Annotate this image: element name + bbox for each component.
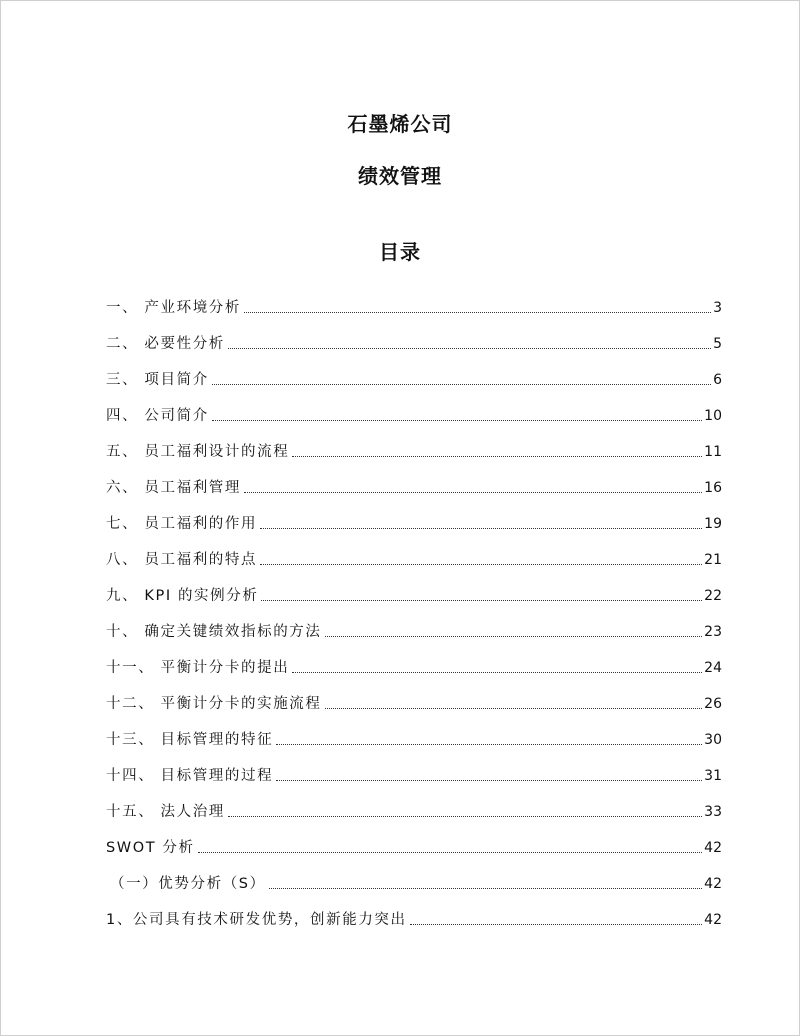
- toc-entry-label: 八、 员工福利的特点: [106, 552, 258, 568]
- toc-entry[interactable]: [106, 640, 722, 676]
- toc-entry-label: 三、 项目简介: [106, 372, 209, 388]
- toc-entry-label: 十一、 平衡计分卡的提出: [106, 660, 290, 676]
- toc-entry-page: 22: [704, 588, 722, 604]
- dot-leader: [228, 348, 711, 349]
- toc-entry-page: 30: [704, 732, 722, 748]
- dot-leader: [261, 600, 702, 601]
- toc-entry[interactable]: [106, 496, 722, 532]
- dot-leader: [276, 744, 702, 745]
- toc-entry[interactable]: [106, 460, 722, 496]
- toc-entry-label: 十三、 目标管理的特征: [106, 732, 274, 748]
- toc-entry[interactable]: [106, 316, 722, 352]
- toc-heading: 目录: [379, 240, 421, 264]
- toc-entry[interactable]: [106, 568, 722, 604]
- toc-entry-page: 26: [704, 696, 722, 712]
- toc-entry-label: SWOT 分析: [106, 840, 195, 856]
- toc-entry-label: （一）优势分析（S）: [110, 876, 266, 892]
- toc-entry-label: 1、公司具有技术研发优势，创新能力突出: [106, 912, 407, 928]
- toc-entry-label: 十二、 平衡计分卡的实施流程: [106, 696, 322, 712]
- toc-entry-label: 五、 员工福利设计的流程: [106, 444, 290, 460]
- dot-leader: [325, 636, 703, 637]
- toc-entry-label: 十五、 法人治理: [106, 804, 225, 820]
- toc-entry-label: 九、 KPI 的实例分析: [106, 588, 259, 604]
- toc-entry[interactable]: [106, 784, 722, 820]
- dot-leader: [260, 528, 702, 529]
- toc-entry-label: 四、 公司简介: [106, 408, 209, 424]
- toc-entry-page: 5: [713, 336, 722, 352]
- toc-entry-page: 23: [704, 624, 722, 640]
- toc-entry-page: 6: [713, 372, 722, 388]
- document-title: 绩效管理: [358, 164, 442, 188]
- toc-entry-page: 42: [704, 840, 722, 856]
- toc-entry-page: 3: [713, 300, 722, 316]
- toc-entry-page: 31: [704, 768, 722, 784]
- toc-entry[interactable]: [106, 604, 722, 640]
- toc-entry-label: 十、 确定关键绩效指标的方法: [106, 624, 322, 640]
- dot-leader: [198, 852, 703, 853]
- dot-leader: [292, 456, 702, 457]
- table-of-contents: [106, 280, 722, 928]
- dot-leader: [276, 780, 702, 781]
- toc-entry-page: 33: [704, 804, 722, 820]
- toc-entry-label: 十四、 目标管理的过程: [106, 768, 274, 784]
- dot-leader: [212, 384, 711, 385]
- dot-leader: [244, 312, 711, 313]
- dot-leader: [292, 672, 702, 673]
- company-title: 石墨烯公司: [347, 112, 453, 136]
- dot-leader: [325, 708, 703, 709]
- toc-entry[interactable]: [106, 352, 722, 388]
- toc-entry-page: 19: [704, 516, 722, 532]
- toc-entry-page: 42: [704, 912, 722, 928]
- dot-leader: [212, 420, 702, 421]
- toc-entry[interactable]: [106, 676, 722, 712]
- toc-entry[interactable]: [106, 532, 722, 568]
- toc-entry[interactable]: [106, 712, 722, 748]
- toc-entry-page: 24: [704, 660, 722, 676]
- toc-entry[interactable]: [106, 820, 722, 856]
- toc-entry-label: 六、 员工福利管理: [106, 480, 242, 496]
- toc-entry[interactable]: [106, 892, 722, 928]
- dot-leader: [228, 816, 702, 817]
- toc-entry-page: 16: [704, 480, 722, 496]
- toc-entry[interactable]: [106, 856, 722, 892]
- toc-entry-page: 11: [704, 444, 722, 460]
- toc-entry[interactable]: [106, 424, 722, 460]
- toc-entry[interactable]: [106, 388, 722, 424]
- dot-leader: [244, 492, 702, 493]
- dot-leader: [410, 924, 703, 925]
- toc-entry-label: 二、 必要性分析: [106, 336, 225, 352]
- toc-entry-page: 42: [704, 876, 722, 892]
- toc-entry-label: 一、 产业环境分析: [106, 300, 242, 316]
- toc-entry-page: 10: [704, 408, 722, 424]
- toc-entry[interactable]: [106, 748, 722, 784]
- toc-entry-label: 七、 员工福利的作用: [106, 516, 258, 532]
- toc-entry-page: 21: [704, 552, 722, 568]
- toc-entry[interactable]: [106, 280, 722, 316]
- dot-leader: [269, 888, 702, 889]
- dot-leader: [260, 564, 702, 565]
